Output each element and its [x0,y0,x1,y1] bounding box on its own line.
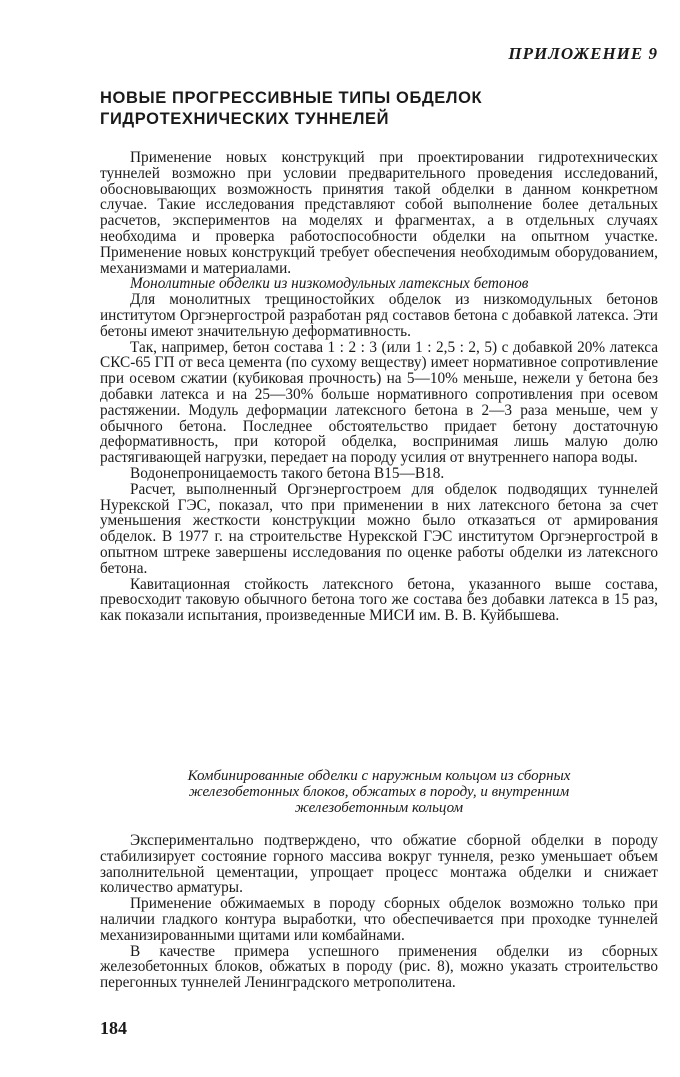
subsection-heading: Монолитные обделки из низкомодульных латексных бетонов [130,275,529,293]
paragraph: Так, например, бетон состава 1 : 2 : 3 (или 1 : 2,5 : 2, 5) с добавкой 20% латекса СКС-65 ГП от веса цемента (по сухому веществу) имеет нормативное сопротивление при осевом сжатии (кубиковая прочность) на 5—10% меньше, нежели у бетона без добавки латекса и на 25—30% больше нормативного сопротивления при осевом растяжении. Модуль деформации латексного бетона в 2—3 раза меньше, чем у обычного бетона. Последнее обстоятельство придает бетону достаточную деформативность, при которой обделка, воспринимая лишь малую долю растягивающей нагрузки, передает на породу усилия от внутреннего напора воды. [100,338,658,467]
paragraph: Применение новых конструкций при проектировании гидротехнических туннелей возможно при условии предварительного проведения исследований, обосновывающих возможность принятия такой обделки в данном конкретном случае. Такие исследования представляют собой выполнение более детальных расчетов, экспериментов на моделях и фрагментах, а в отдельных случаях необходима и проверка работоспособности обделки на опытном участке. Применение новых конструкций требует обеспечения необходимым оборудованием, механизмами и материалами. [100,149,658,277]
section-2-heading [100,768,658,816]
paragraph: Для монолитных трещиностойких обделок из низкомодульных бетонов институтом Оргэнергострой разработан ряд составов бетона с добавкой латекса. Эти бетоны имеют значительную деформативность. [100,291,658,340]
paragraph: В качестве примера успешного применения обделки из сборных железобетонных блоков, обжатых в породу (рис. 8), можно указать строительство перегонных туннелей Ленинградского метрополитена. [100,942,658,992]
paragraph: Расчет, выполненный Оргэнергостроем для обделок подводящих туннелей Нурекской ГЭС, показал, что при применении в них латексного бетона за счет уменьшения жесткости конструкции можно было отказаться от армирования обделок. В 1977 г. на строительстве Нурекской ГЭС институтом Оргэнергострой в опытном штреке завершены исследования по оценке работы обделки из латексного бетона. [100,480,658,577]
title-line-1: НОВЫЕ ПРОГРЕССИВНЫЕ ТИПЫ ОБДЕЛОК [100,89,483,107]
page-number: 184 [100,1018,127,1038]
heading-line: Комбинированные обделки с наружным кольцом из сборных [187,768,571,784]
page-title [100,88,482,130]
heading-line: железобетонных блоков, обжатых в породу, и внутренним [188,784,570,800]
paragraph: Водонепроницаемость такого бетона В15—В18. [130,464,445,482]
section-2-body [100,833,658,991]
title-line-2: ГИДРОТЕХНИЧЕСКИХ ТУННЕЛЕЙ [100,110,390,128]
heading-line: железобетонным кольцом [294,800,464,816]
section-1-body [100,150,658,624]
appendix-label: ПРИЛОЖЕНИЕ 9 [508,44,658,63]
paragraph: Экспериментально подтверждено, что обжатие сборной обделки в породу стабилизирует состояние горного массива вокруг туннеля, резко уменьшает объем заполнительной цементации, упрощает процесс монтажа обделки и снижает количество арматуры. [100,832,658,897]
paragraph: Кавитационная стойкость латексного бетона, указанного выше состава, превосходит таковую обычного бетона того же состава без добавки латекса в 15 раз, как показали испытания, произведенные МИСИ им. В. В. Куйбышева. [100,575,658,625]
paragraph: Применение обжимаемых в породу сборных обделок возможно только при наличии гладкого контура выработки, что обеспечивается при проходке туннелей механизированными щитами или комбайнами. [100,895,658,944]
